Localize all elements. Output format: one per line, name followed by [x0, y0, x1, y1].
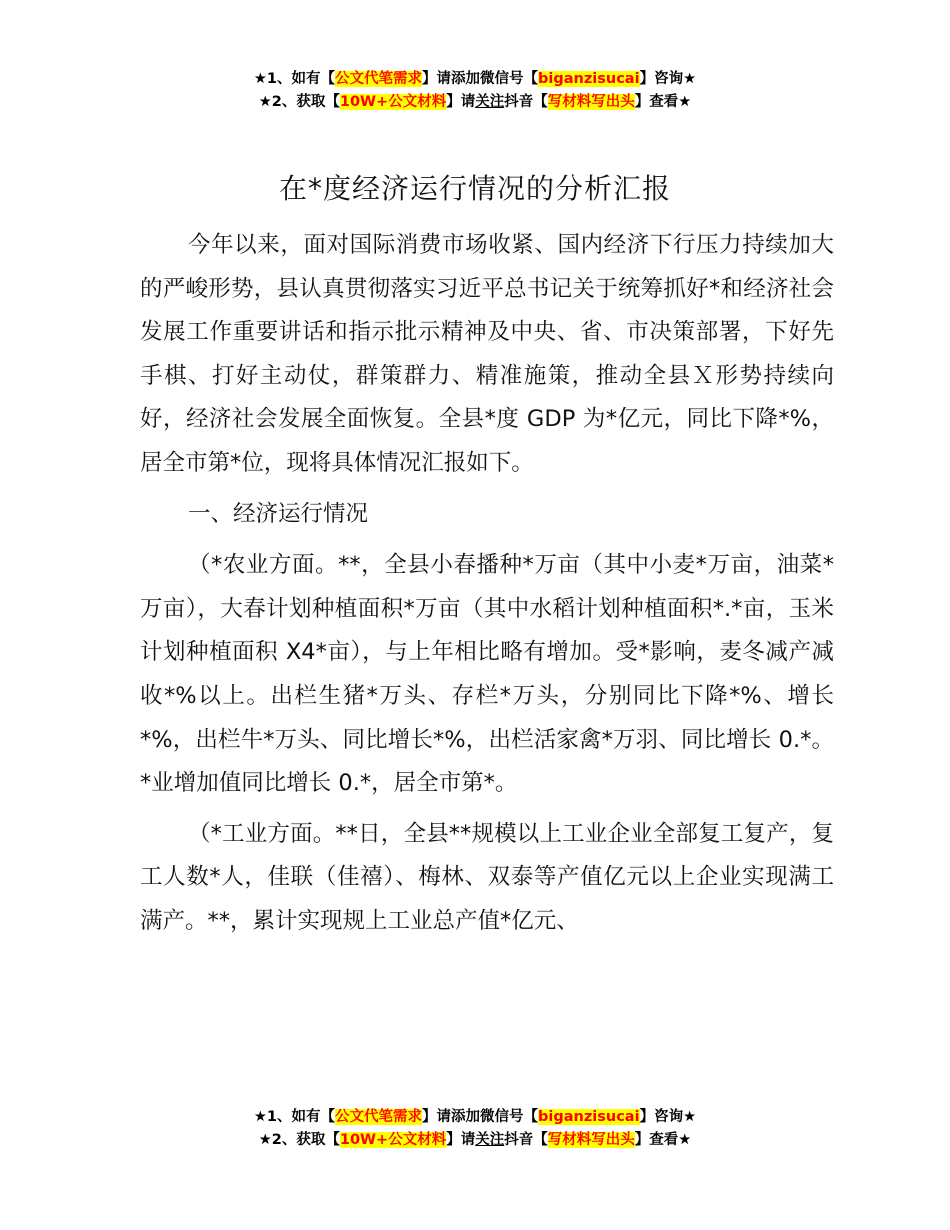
banner-text: 】请添加微信号【	[422, 71, 539, 87]
banner-highlight-service: 公文代笔需求	[335, 71, 423, 87]
banner-text: ★1、如有【	[253, 1109, 336, 1125]
footer-banner	[0, 1106, 950, 1152]
banner-text: 】查看★	[634, 1132, 692, 1148]
industry-paragraph: （*工业方面。**日，全县**规模以上工业企业全部复工复产，复工人数*人，佳联（佳禧）、梅林、双泰等产值亿元以上企业实现满工满产。**，累计实现规上工业总产值*亿元、	[140, 820, 834, 934]
intro-paragraph: 今年以来，面对国际消费市场收紧、国内经济下行压力持续加大的严峻形势，县认真贯彻落实习近平总书记关于统筹抓好*和经济社会发展工作重要讲话和指示批示精神及中央、省、市决策部署，下好先手棋、打好主动仗，群策群力、精准施策，推动全县Ｘ形势持续向好，经济社会发展全面恢复。全县*度 GDP 为*亿元，同比下降*%，居全市第*位，现将具体情况汇报如下。	[140, 232, 834, 476]
banner-line-2	[0, 91, 950, 114]
banner-highlight-service: 公文代笔需求	[335, 1109, 423, 1125]
banner-line-1	[0, 68, 950, 91]
banner-text: 】查看★	[634, 94, 692, 110]
banner-highlight-materials: 10W+公文材料	[339, 94, 447, 110]
banner-line-1	[0, 1106, 950, 1129]
banner-underline-follow: 关注	[475, 94, 505, 110]
banner-text: 】咨询★	[639, 1109, 697, 1125]
banner-text: 】咨询★	[639, 71, 697, 87]
banner-line-2	[0, 1129, 950, 1152]
banner-text: ★2、获取【	[258, 1132, 340, 1148]
banner-text: ★1、如有【	[253, 71, 336, 87]
banner-text: 】请添加微信号【	[422, 1109, 539, 1125]
section-heading: 一、经济运行情况	[188, 500, 369, 527]
banner-highlight-douyin: 写材料写出头	[547, 94, 635, 110]
document-title: 在*度经济运行情况的分析汇报	[278, 172, 671, 205]
banner-text: 抖音【	[504, 94, 548, 110]
banner-highlight-douyin: 写材料写出头	[547, 1132, 635, 1148]
banner-underline-follow: 关注	[475, 1132, 505, 1148]
banner-highlight-materials: 10W+公文材料	[339, 1132, 447, 1148]
banner-highlight-wechat-id: biganzisucai	[538, 71, 640, 87]
banner-text: ★2、获取【	[258, 94, 340, 110]
agriculture-paragraph: （*农业方面。**，全县小春播种*万亩（其中小麦*万亩，油菜*万亩），大春计划种植面积*万亩（其中水稻计划种植面积*.*亩，玉米计划种植面积 X4*亩），与上年相比略有增加。受*影响，麦冬减产减收*%以上。出栏生猪*万头、存栏*万头，分别同比下降*%、增长*%，出栏牛*万头、同比增长*%，出栏活家禽*万羽、同比增长 0.*。*业增加值同比增长 0.*，居全市第*。	[140, 552, 834, 797]
banner-text: 抖音【	[504, 1132, 548, 1148]
banner-text: 】请	[446, 1132, 476, 1148]
banner-text: 】请	[446, 94, 476, 110]
document-body	[140, 224, 834, 951]
banner-highlight-wechat-id: biganzisucai	[538, 1109, 640, 1125]
header-banner	[0, 68, 950, 114]
